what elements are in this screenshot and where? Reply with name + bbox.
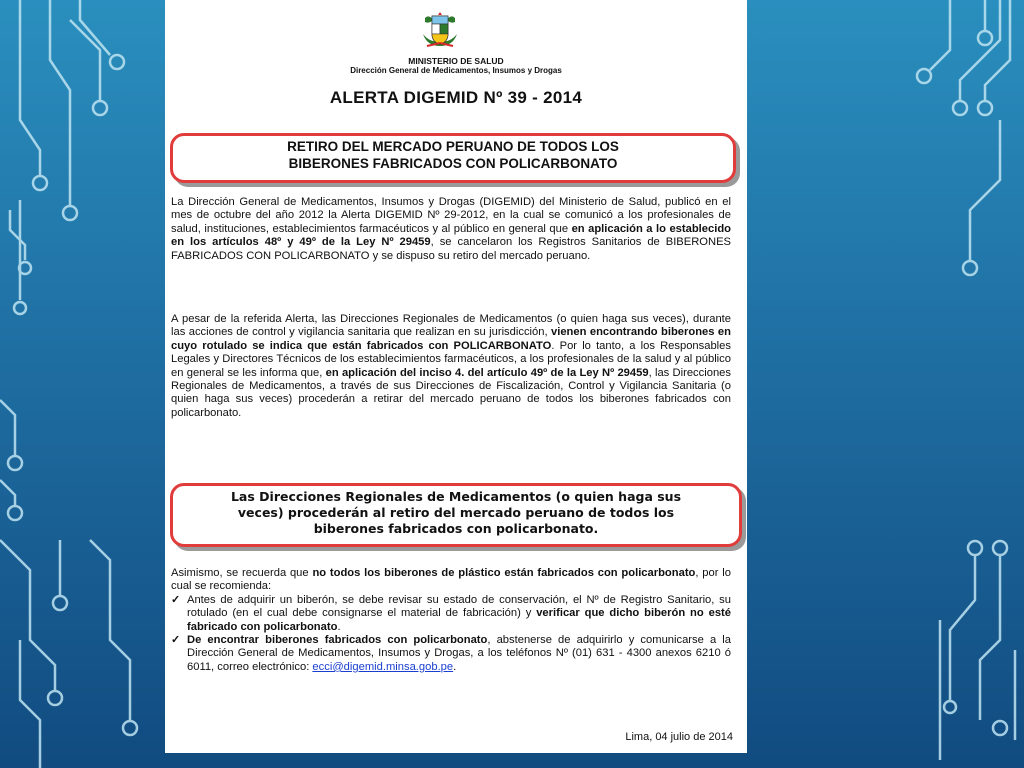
highlight-line-2: veces) procederán al retiro del mercado peruano de todos los [237,505,675,520]
document-date: Lima, 04 julio de 2014 [625,731,733,743]
checkmark-icon: ✓ [171,593,181,606]
rec-2-text-b: . [453,660,457,673]
paragraph-1 [171,196,731,263]
email-link[interactable]: ecci@digemid.minsa.gob.pe [312,660,454,673]
highlight-line-1: Las Direcciones Regionales de Medicamentos (o quien haga sus [230,489,682,504]
direction-name: Dirección General de Medicamentos, Insumos y Drogas [350,66,562,75]
paragraph-1-text-a: La Dirección General de Medicamentos, Insumos y Drogas (DIGEMID) del Ministerio de Salud, publicó en el mes de octubre del año 2012 la Alerta DIGEMID Nº 29-2012, en la cual se comunicó a los profesionales de salud, instituciones, establecimientos farmacéuticos y al público en general que [171,196,731,235]
list-item [171,594,731,634]
paragraph-2-text-c: , las Direcciones Regionales de Medicamentos, a través de sus Direcciones de Fiscalización, Control y Vigilancia Sanitaria (o quien haga sus veces) procederán a retirar del mercado peruano de todos los biberones fabricados con policarbonato. [171,366,731,419]
recommendation-list [171,594,731,674]
rec-1-text-a: Antes de adquirir un biberón, se debe revisar su estado de conservación, el Nº de Registro Sanitario, su rotulado (en el cual debe consignarse el material de fabricación) y [187,593,731,620]
peru-coat-of-arms-icon [421,12,459,48]
rec-2-bold-a: De encontrar biberones fabricados con policarbonato [187,634,488,647]
paragraph-3-text-a: Asimismo, se recuerda que [171,567,313,579]
highlight-line-3: biberones fabricados con policarbonato. [313,521,599,536]
recommendation-intro [171,567,731,594]
paragraph-3-bold-a: no todos los biberones de plástico están fabricados con policarbonato [312,567,696,579]
document-page [165,0,747,753]
paragraph-2 [171,313,731,420]
alert-title: ALERTA DIGEMID Nº 39 - 2014 [329,88,583,107]
ministry-name: MINISTERIO DE SALUD [408,56,504,66]
highlight-box [170,483,742,547]
headline-box [170,133,736,183]
paragraph-2-text-b: . Por lo tanto, a los Responsables Legales y Directores Técnicos de los establecimientos farmacéuticos, a los profesionales de la salud y al público en general se les informa que, [171,339,731,379]
headline-line-2: BIBERONES FABRICADOS CON POLICARBONATO [288,156,618,171]
list-item [171,634,731,674]
ministry-header [165,56,747,76]
rec-1-text-b: . [337,620,341,633]
paragraph-1-bold-a: en aplicación a lo establecido en los artículos 48º y 49º de la Ley Nº 29459 [171,222,732,249]
headline-line-1: RETIRO DEL MERCADO PERUANO DE TODOS LOS [287,139,619,154]
checkmark-icon: ✓ [171,634,181,647]
rec-2-text-a: , abstenerse de adquirirlo y comunicarse a la Dirección General de Medicamentos, Insumos y Drogas, a los teléfonos Nº (01) 631 - 4300 anexos 6210 ó 6011, correo electrónico: [187,634,732,673]
paragraph-2-bold-b: en aplicación del inciso 4. del artículo 49º de la Ley Nº 29459 [325,366,649,379]
paragraph-2-text-a: A pesar de la referida Alerta, las Direcciones Regionales de Medicamentos (o quien haga sus veces), durante las acciones de control y vigilancia sanitaria que realizan en su jurisdicción, [171,313,731,339]
paragraph-3-text-b: , por lo cual se recomienda: [171,567,731,593]
paragraph-1-text-b: , se cancelaron los Registros Sanitarios de BIBERONES FABRICADOS CON POLICARBONATO y se dispuso su retiro del mercado peruano. [171,236,732,262]
paragraph-2-bold-a: vienen encontrando biberones en cuyo rotulado se indica que están fabricados con POLICARBONATO [171,326,731,352]
paragraph-3 [171,567,731,674]
rec-1-bold-a: verificar que dicho biberón no esté fabricado con policarbonato [187,607,731,633]
